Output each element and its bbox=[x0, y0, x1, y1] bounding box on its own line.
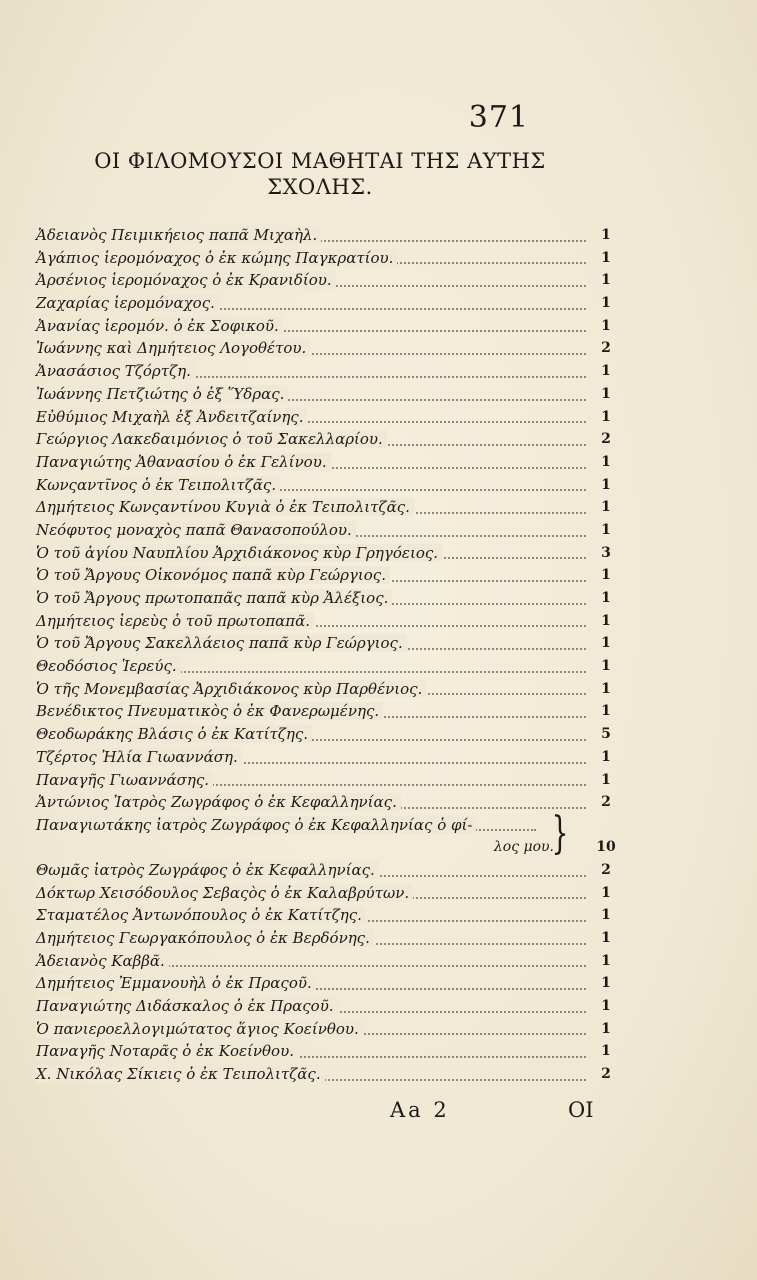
list-item bbox=[36, 1063, 616, 1086]
list-item bbox=[36, 807, 616, 859]
list-item bbox=[36, 678, 616, 701]
entry-count: 1 bbox=[601, 295, 611, 312]
entry-name: Θωμᾶς ἰατρὸς Ζωγράφος ὁ ἐκ Κεφαλληνίας. bbox=[36, 861, 379, 879]
list-item bbox=[36, 723, 616, 746]
list-item bbox=[36, 496, 616, 519]
list-item bbox=[36, 587, 616, 610]
entry-count: 1 bbox=[601, 363, 611, 380]
list-item bbox=[36, 451, 616, 474]
list-item bbox=[36, 995, 616, 1018]
entry-name: Ἀδειανὸς Καββᾶ. bbox=[36, 952, 169, 970]
list-item bbox=[36, 927, 616, 950]
list-item bbox=[36, 655, 616, 678]
entry-name: Ὁ τῆς Μονεμβασίας Ἀρχιδιάκονος κὺρ Παρθένιος. bbox=[36, 680, 426, 698]
entry-count: 1 bbox=[601, 635, 611, 652]
entry-name: Ἰωάννης καὶ Δημήτειος Λογοθέτου. bbox=[36, 339, 310, 357]
entry-count: 1 bbox=[601, 317, 611, 334]
list-item bbox=[36, 791, 616, 814]
entry-count: 1 bbox=[601, 952, 611, 969]
brace-mark: } bbox=[551, 807, 569, 859]
list-item bbox=[36, 519, 616, 542]
entry-name: Παναγῆς Νοταρᾶς ὁ ἐκ Κοείνθου. bbox=[36, 1042, 298, 1060]
entry-name: Παναγιώτης Διδάσκαλος ὁ ἐκ Πραςοῦ. bbox=[36, 997, 338, 1015]
entry-count: 1 bbox=[601, 884, 611, 901]
entry-count: 1 bbox=[601, 499, 611, 516]
entry-name: Ὁ τοῦ Ἄργους Οἰκονόμος παπᾶ κὺρ Γεώργιος. bbox=[36, 566, 390, 584]
entry-name: Ζαχαρίας ἱερομόναχος. bbox=[36, 294, 219, 312]
entry-name: Βενέδικτος Πνευματικὸς ὁ ἐκ Φανερωμένης. bbox=[36, 702, 383, 720]
entry-count: 1 bbox=[601, 249, 611, 266]
page-number: 371 bbox=[468, 100, 529, 135]
entry-name: Γεώργιος Λακεδαιμόνιος ὁ τοῦ Σακελλαρίου. bbox=[36, 430, 387, 448]
page-title bbox=[40, 148, 600, 200]
entry-count: 1 bbox=[601, 385, 611, 402]
entry-name: Σταματέλος Ἀντωνόπουλος ὁ ἐκ Κατίτζης. bbox=[36, 906, 366, 924]
list-item bbox=[36, 859, 616, 882]
entry-count: 1 bbox=[601, 907, 611, 924]
list-item bbox=[36, 632, 616, 655]
list-item bbox=[36, 769, 616, 792]
entry-name: Δόκτωρ Χεισόδουλος Σεβαςὸς ὁ ἐκ Καλαβρύτων. bbox=[36, 884, 413, 902]
list-item bbox=[36, 972, 616, 995]
list-item bbox=[36, 269, 616, 292]
entry-name: Ὁ τοῦ ἁγίου Ναυπλίου Ἀρχιδιάκονος κὺρ Γρηγόειος. bbox=[36, 544, 442, 562]
entry-name: Θεοδωράκης Βλάσις ὁ ἐκ Κατίτζης. bbox=[36, 725, 312, 743]
entry-count: 2 bbox=[601, 340, 611, 357]
list-item bbox=[36, 428, 616, 451]
entry-count: 1 bbox=[601, 929, 611, 946]
entry-name: Δημήτειος Γεωργακόπουλος ὁ ἐκ Βερδόνης. bbox=[36, 929, 374, 947]
student-list bbox=[36, 224, 616, 1086]
entry-count: 1 bbox=[601, 590, 611, 606]
entry-count: 1 bbox=[601, 408, 611, 425]
list-item bbox=[36, 542, 616, 565]
entry-count: 1 bbox=[601, 998, 611, 1014]
entry-count: 1 bbox=[601, 227, 611, 243]
entry-name: Νεόφυτος μοναχὸς παπᾶ Θανασοπούλου. bbox=[36, 521, 356, 539]
entry-count: 2 bbox=[601, 1066, 611, 1083]
list-item bbox=[36, 406, 616, 429]
catchword: ΟΙ bbox=[568, 1098, 594, 1122]
entry-count: 1 bbox=[601, 1020, 611, 1037]
entry-count: 1 bbox=[601, 658, 611, 675]
signature-mark: Aa 2 bbox=[390, 1098, 450, 1122]
entry-count: 2 bbox=[601, 794, 611, 811]
entry-continuation: λος μου. bbox=[493, 838, 554, 855]
entry-count: 1 bbox=[601, 272, 611, 289]
list-item bbox=[36, 700, 616, 723]
entry-count: 2 bbox=[601, 861, 611, 878]
list-item bbox=[36, 610, 616, 633]
entry-name: Ἀγάπιος ἱερομόναχος ὁ ἐκ κώμης Παγκρατίου. bbox=[36, 249, 397, 267]
list-item bbox=[36, 904, 616, 927]
title-line-1: ΟΙ ΦΙΛΟΜΟΥΣΟΙ ΜΑΘΗΤΑΙ ΤΗΣ ΑΥΤΗΣ bbox=[94, 149, 546, 173]
entry-count: 1 bbox=[601, 453, 611, 470]
entry-count: 1 bbox=[601, 567, 611, 584]
list-item bbox=[36, 292, 616, 315]
title-line-2: ΣΧΟΛΗΣ. bbox=[267, 175, 373, 199]
entry-count: 1 bbox=[601, 521, 611, 538]
entry-name: Παναγῆς Γιωαννάσης. bbox=[36, 771, 213, 789]
entry-name: Θεοδόσιος Ἱερεύς. bbox=[36, 657, 181, 675]
entry-name: Ὁ τοῦ Ἄργους Σακελλάειος παπᾶ κὺρ Γεώργιος. bbox=[36, 634, 407, 652]
entry-count: 5 bbox=[601, 726, 611, 743]
entry-count: 1 bbox=[601, 680, 611, 697]
entry-count: 1 bbox=[601, 975, 611, 992]
list-item bbox=[36, 1018, 616, 1041]
entry-name: Ἀρσένιος ἱερομόναχος ὁ ἐκ Κρανιδίου. bbox=[36, 271, 336, 289]
entry-count: 1 bbox=[601, 476, 611, 493]
entry-name: Ἰωάννης Πετζιώτης ὁ ἐξ Ὕδρας. bbox=[36, 385, 288, 403]
list-item bbox=[36, 337, 616, 360]
list-item bbox=[36, 360, 616, 383]
entry-count: 1 bbox=[601, 703, 611, 720]
entry-count: 2 bbox=[601, 431, 611, 448]
entry-name: Δημήτειος ἱερεὺς ὁ τοῦ πρωτοπαπᾶ. bbox=[36, 612, 314, 630]
entry-name: Κωνςαντῖνος ὁ ἐκ Τειπολιτζᾶς. bbox=[36, 476, 280, 494]
entry-name: Ὁ τοῦ Ἄργους πρωτοπαπᾶς παπᾶ κὺρ Ἀλέξιος. bbox=[36, 589, 392, 607]
entry-name: Χ. Νικόλας Σίκιεις ὁ ἐκ Τειπολιτζᾶς. bbox=[36, 1065, 325, 1083]
entry-name: Δημήτειος Κωνςαντίνου Κυγιὰ ὁ ἐκ Τειπολιτζᾶς. bbox=[36, 498, 414, 516]
entry-name: Παναγιωτάκης ἰατρὸς Ζωγράφος ὁ ἐκ Κεφαλληνίας ὁ φί- bbox=[36, 816, 476, 834]
entry-name: Τζέρτος Ἠλία Γιωαννάση. bbox=[36, 748, 242, 766]
list-item bbox=[36, 224, 616, 247]
list-item bbox=[36, 882, 616, 905]
list-item bbox=[36, 950, 616, 973]
list-item bbox=[36, 564, 616, 587]
list-item bbox=[36, 746, 616, 769]
entry-count: 1 bbox=[601, 748, 611, 765]
entry-name: Εὐθύμιος Μιχαὴλ ἐξ Ἀνδειτζαίνης. bbox=[36, 408, 307, 426]
entry-name: Παναγιώτης Ἀθανασίου ὁ ἐκ Γελίνου. bbox=[36, 453, 331, 471]
entry-name: Δημήτειος Ἐμμανουὴλ ὁ ἐκ Πραςοῦ. bbox=[36, 974, 316, 992]
entry-count: 1 bbox=[601, 612, 611, 629]
entry-name: Ἀνανίας ἱερομόν. ὁ ἐκ Σοφικοῦ. bbox=[36, 317, 283, 335]
list-item bbox=[36, 474, 616, 497]
entry-count: 1 bbox=[601, 771, 611, 788]
list-item bbox=[36, 383, 616, 406]
entry-name: Ὁ πανιεροελλογιμώτατος ἅγιος Κοείνθου. bbox=[36, 1020, 363, 1038]
entry-count: 10 bbox=[596, 838, 616, 855]
entry-name: Ἀδειανὸς Πειμικήειος παπᾶ Μιχαὴλ. bbox=[36, 226, 321, 244]
list-item bbox=[36, 1040, 616, 1063]
entry-count: 3 bbox=[601, 544, 611, 561]
entry-count: 1 bbox=[601, 1043, 611, 1060]
list-item bbox=[36, 315, 616, 338]
entry-name: Ἀντώνιος Ἰατρὸς Ζωγράφος ὁ ἐκ Κεφαλληνίας. bbox=[36, 793, 401, 811]
list-item bbox=[36, 247, 616, 270]
entry-name: Ἀνασάσιος Τζόρτζη. bbox=[36, 362, 195, 380]
